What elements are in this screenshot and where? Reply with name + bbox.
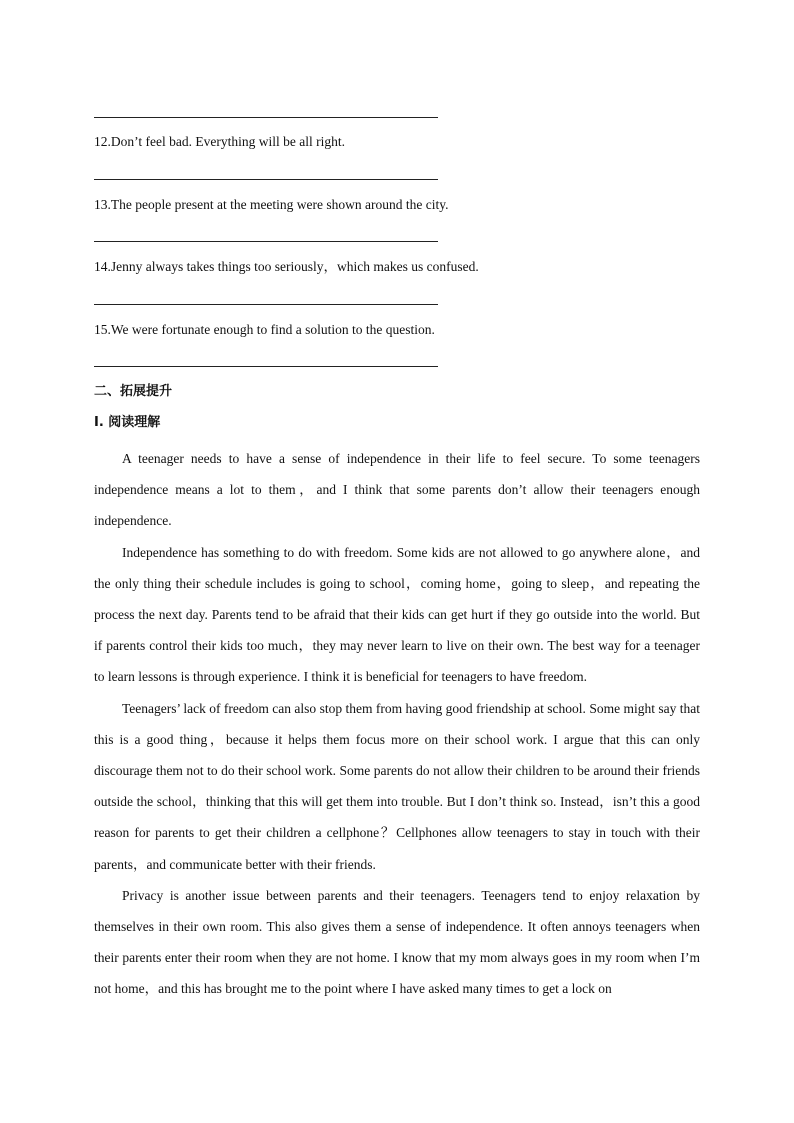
passage-paragraph: Teenagers’ lack of freedom can also stop them from having good friendship at school. Some might say that this is a good thing，because it helps them focus more on their school work. I argue that this can only discourage them not to do their school work. Some parents do not allow their children to be around their friends outside the school，thinking that this will get them into trouble. But I don’t think so. Instead，isn’t this a good reason for parents to get their children a cellphone？Cellphones allow teenagers to stay in touch with their parents，and communicate better with their friends.: [94, 700, 700, 872]
answer-line: [94, 179, 438, 180]
answer-line: [94, 304, 438, 305]
reading-passage: [94, 443, 700, 1005]
answer-line: [94, 241, 438, 242]
passage-paragraph: Privacy is another issue between parents and their teenagers. Teenagers tend to enjoy relaxation by themselves in their own room. This also gives them a sense of independence. It often annoys teenagers when their parents enter their room when they are not home. I know that my mom always goes in my room when I’m not home，and this has brought me to the point where I have asked many times to get a lock on: [94, 887, 700, 997]
exercise-item-14: 14.Jenny always takes things too seriously，which makes us confused.: [94, 259, 479, 274]
section-subtitle: I. 阅读理解: [94, 415, 161, 430]
passage-paragraph: Independence has something to do with freedom. Some kids are not allowed to go anywhere alone，and the only thing their schedule includes is going to school，coming home，going to sleep，and repeating the process the next day. Parents tend to be afraid that their kids can get hurt if they go outside into the world. But if parents control their kids too much，they may never learn to live on their own. The best way for a teenager to learn lessons is through experience. I think it is beneficial for teenagers to have freedom.: [94, 544, 700, 685]
answer-line: [94, 117, 438, 118]
passage-paragraph: A teenager needs to have a sense of independence in their life to feel secure. To some teenagers independence means a lot to them，and I think that some parents don’t allow their teenagers enough independence.: [94, 451, 700, 529]
exercise-item-13: 13.The people present at the meeting were shown around the city.: [94, 197, 449, 212]
exercise-item-12: 12.Don’t feel bad. Everything will be all right.: [94, 134, 345, 149]
section-title: 二、拓展提升: [94, 384, 173, 399]
exercise-item-15: 15.We were fortunate enough to find a solution to the question.: [94, 322, 435, 337]
answer-line: [94, 366, 438, 367]
